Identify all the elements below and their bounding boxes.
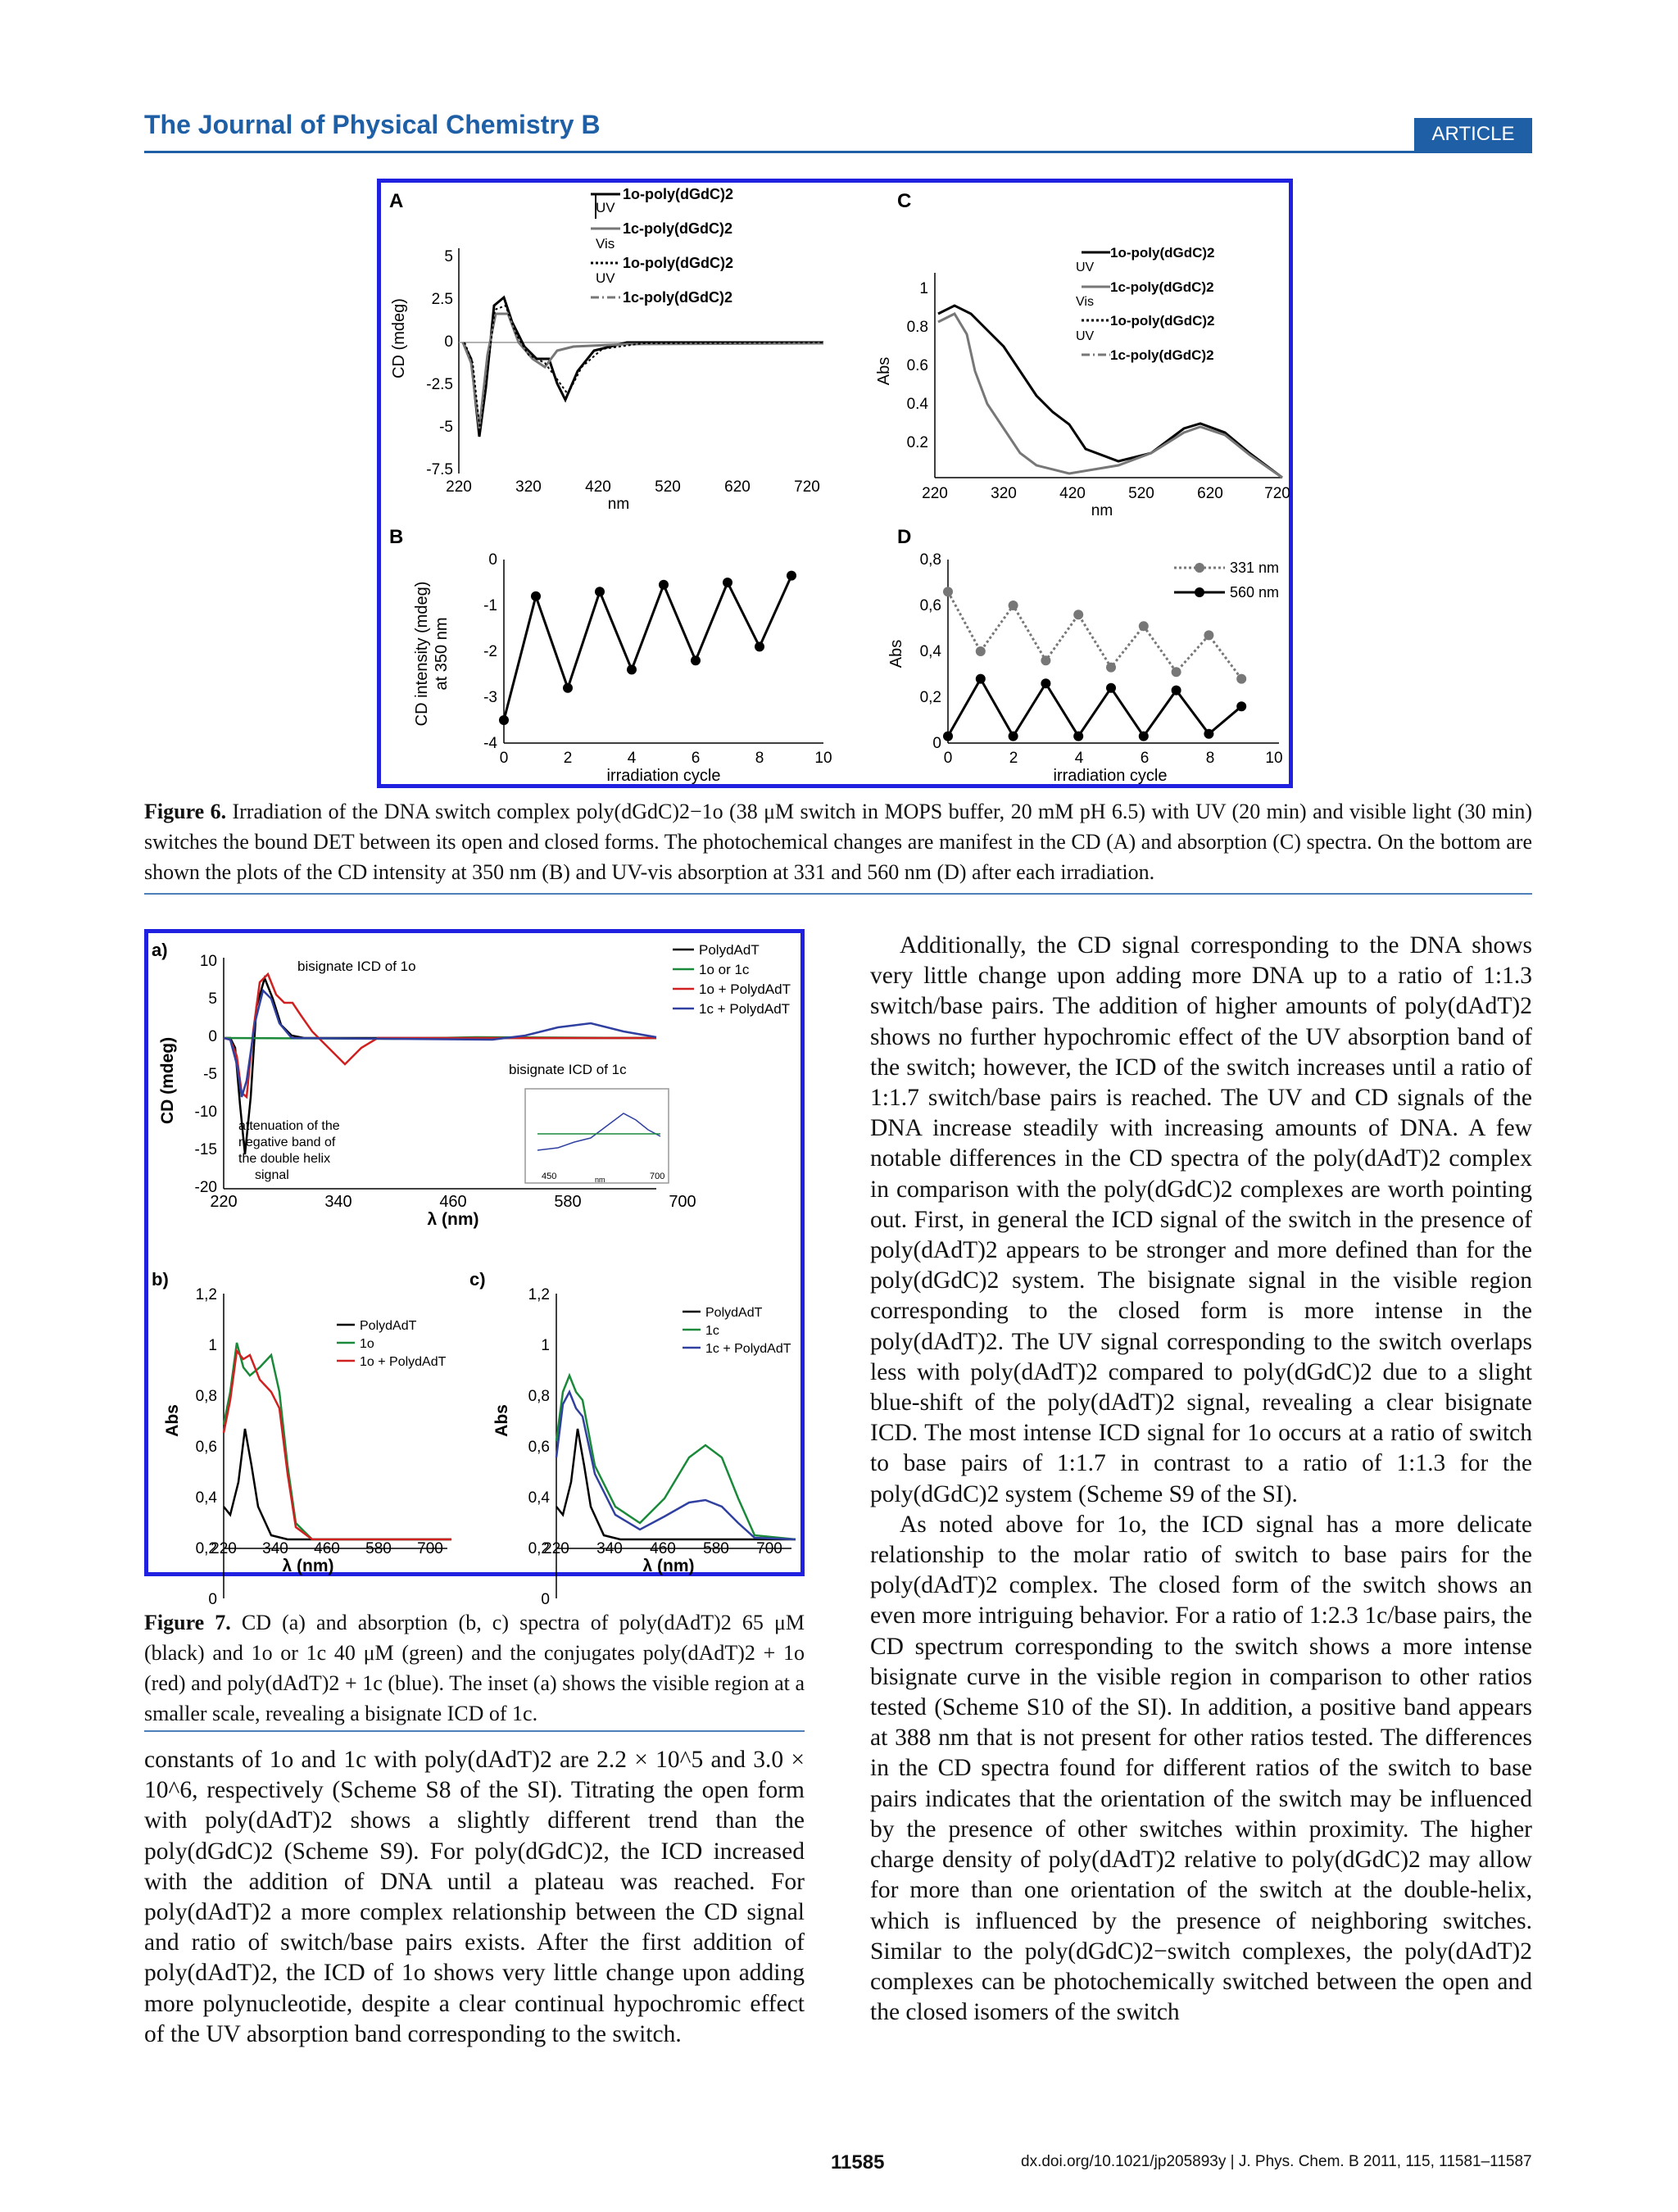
tick: 0,4 (919, 643, 941, 660)
annot-line: attenuation of the (238, 1119, 340, 1133)
legend-item: 1c-poly(dGdC)2 (1110, 347, 1214, 363)
tick: 2.5 (431, 291, 453, 308)
tick: -20 (194, 1179, 217, 1196)
legend-arrow: UV (1076, 261, 1095, 274)
fig6-panel-b-label: B (389, 526, 404, 548)
legend-arrow-uv-2: UV (596, 270, 615, 286)
fig6-c-trace-1c (938, 314, 1282, 478)
tick: -3 (483, 689, 497, 706)
legend-item-331: 331 nm (1230, 560, 1280, 576)
fig7-a-inset-x2: 700 (650, 1172, 665, 1181)
fig7-panel-c-label: c) (469, 1269, 486, 1290)
tick: 580 (554, 1193, 582, 1211)
tick: 340 (324, 1193, 352, 1211)
tick: 520 (655, 478, 681, 496)
fig6-d-yticks (920, 551, 942, 752)
tick: 320 (515, 478, 542, 496)
tick: 0,6 (528, 1439, 550, 1456)
legend-item: 1c (705, 1324, 719, 1338)
fig7-b-xlabel: λ (nm) (282, 1557, 334, 1575)
fig6-c-yticks (907, 280, 929, 451)
legend-item: 1c + PolydAdT (705, 1342, 791, 1356)
tick: -1 (483, 597, 497, 614)
tick: 0 (444, 333, 453, 351)
tick: 8 (1205, 750, 1215, 767)
fig7-c-xlabel: λ (nm) (642, 1557, 695, 1575)
tick: 420 (1059, 485, 1086, 502)
series-line (504, 576, 791, 720)
tick: 700 (756, 1540, 782, 1557)
tick: 0 (943, 750, 953, 767)
fig7-a-xlabel: λ (nm) (427, 1210, 479, 1229)
fig7-a-inset-x1: 450 (542, 1172, 557, 1181)
fig7-a-yticks (195, 953, 217, 1196)
tick: 700 (669, 1193, 696, 1211)
tick: 6 (1140, 750, 1150, 767)
tick: 6 (691, 750, 701, 767)
fig6-legend (591, 186, 733, 306)
legend-item: 1o-poly(dGdC)2 (1110, 313, 1215, 329)
body-left-column (144, 1745, 805, 2050)
tick: 8 (755, 750, 764, 767)
fig6-d-xlabel: irradiation cycle (1053, 767, 1168, 785)
tick: 0,2 (195, 1540, 217, 1557)
data-point (787, 571, 796, 581)
journal-title: The Journal of Physical Chemistry B (144, 110, 601, 139)
data-point (976, 646, 986, 656)
tick: 10 (199, 953, 217, 970)
tick: 4 (1074, 750, 1084, 767)
fig7-a-annot-icd-1c: bisignate ICD of 1c (509, 1062, 627, 1077)
tick: 460 (650, 1540, 676, 1557)
legend-item: 1o (360, 1337, 374, 1351)
tick: 0.6 (906, 357, 928, 374)
data-point (755, 641, 764, 651)
tick: 0 (488, 551, 497, 569)
fig7-panel-b-label: b) (152, 1269, 169, 1290)
legend-item: 1c-poly(dGdC)2 (1110, 279, 1214, 295)
data-point (1172, 686, 1181, 696)
fig6-panel-a-label: A (389, 190, 404, 212)
tick: -5 (203, 1066, 217, 1083)
data-point (1106, 683, 1116, 693)
figure-6 (377, 179, 1293, 788)
fig7-c-legend (683, 1306, 791, 1356)
paragraph: Additionally, the CD signal corresponding to the DNA shows very little change upon adding more DNA up to a ratio of 1:1.3 switch/base pairs. The addition of higher amounts of poly(dAdT)2 shows no further hypochromic effect of the UV absorption band of the switch; however, the ICD of the switch increases until a ratio of 1:1.7 switch/base pairs is reached. The UV and CD signals of the DNA increase steadily with increasing amounts of DNA. A few notable differences in the CD spectra of the poly(dAdT)2 complex in comparison with the poly(dGdC)2 complexes are worth pointing out. First, in general the ICD signal of the switch in the presence of poly(dAdT)2 appears to be stronger and more defined than for the poly(dGdC)2 system. The bisignate signal in the visible region corresponding to the closed form is more intense in the poly(dAdT)2. The UV signal corresponding to the switch overlaps less with poly(dAdT)2 compared to poly(dGdC)2 due to a slight blue-shift of the poly(dAdT)2 signal, revealing a clear bisignate ICD. The most intense ICD signal for 1o occurs at a ratio of switch to base pairs of 1:1.7 in contrast to a ratio of 1:1.3 for the poly(dGdC)2 system (Scheme S9 of the SI). (870, 932, 1532, 1507)
data-point (723, 578, 732, 587)
data-point (1139, 732, 1149, 741)
fig7-panel-a-label: a) (152, 940, 168, 960)
figure-7-bottom-labels (144, 1540, 805, 1576)
tick: 2 (1009, 750, 1018, 767)
article-badge: ARTICLE (1414, 118, 1532, 151)
figure-7-bottom-ticks (144, 1540, 805, 1576)
fig7-a-legend (673, 942, 791, 1017)
tick: 5 (444, 248, 453, 265)
header-rule (144, 151, 1532, 153)
series-line (948, 679, 1241, 737)
fig7-a-annot-icd-1o: bisignate ICD of 1o (297, 959, 416, 974)
fig7-a-inset (525, 1089, 669, 1183)
data-point (1009, 732, 1018, 741)
fig6-b-yticks (483, 551, 497, 752)
legend-arrow-vis: Vis (596, 236, 615, 252)
fig6-b-ylabel-2: at 350 nm (433, 617, 451, 691)
tick: 460 (439, 1193, 467, 1211)
data-point (1172, 667, 1181, 677)
legend-item: 1o-poly(dGdC)2 (1110, 245, 1215, 261)
tick: 0,8 (195, 1388, 217, 1405)
fig6-a-xlabel: nm (607, 496, 630, 513)
tick: 1 (208, 1337, 217, 1354)
data-point (1236, 674, 1246, 684)
legend-item: 1c + PolydAdT (699, 1001, 791, 1017)
tick: 220 (446, 478, 472, 496)
tick: -2.5 (426, 376, 453, 393)
legend-item: 1o + PolydAdT (699, 981, 791, 997)
tick: 580 (703, 1540, 729, 1557)
caption-label: Figure 7. (144, 1611, 231, 1634)
annot-line: signal (255, 1168, 289, 1182)
tick: 0,6 (919, 597, 941, 614)
data-point (595, 587, 605, 596)
annot-line: the double helix (238, 1152, 331, 1166)
fig7-b-legend (337, 1319, 447, 1369)
tick: 220 (211, 1540, 237, 1557)
tick: 520 (1128, 485, 1154, 502)
tick: 1 (541, 1337, 550, 1354)
tick: 720 (794, 478, 820, 496)
tick: 460 (314, 1540, 340, 1557)
fig6-b-plot (499, 571, 796, 725)
legend-item: PolydAdT (699, 942, 760, 958)
fig7-b-ylabel: Abs (163, 1404, 182, 1437)
tick: 0,8 (528, 1388, 550, 1405)
tick: 340 (596, 1540, 623, 1557)
doi-citation: dx.doi.org/10.1021/jp205893y | J. Phys. Chem. B 2011, 115, 11581–11587 (1021, 2153, 1532, 2170)
legend-item: 1c-poly(dGdC)2 (623, 220, 733, 237)
tick: 0 (932, 735, 941, 752)
data-point (1073, 732, 1083, 741)
tick: 10 (814, 750, 832, 767)
caption-text: CD (a) and absorption (b, c) spectra of poly(dAdT)2 65 μM (black) and 1o or 1c 40 μM (green) and the conjugates poly(dAdT)2 + 1o (red) and poly(dAdT)2 + 1c (blue). The inset (a) shows the visible region at a smaller scale, revealing a bisignate ICD of 1c. (144, 1611, 805, 1725)
tick: 0 (541, 1591, 550, 1608)
tick: 0,8 (919, 551, 941, 569)
data-point (1139, 621, 1149, 631)
data-point (563, 683, 573, 693)
tick: -2 (483, 643, 497, 660)
data-point (1009, 601, 1018, 610)
data-point (627, 664, 637, 674)
figure-6-rule (144, 893, 1532, 895)
fig6-c-xticks (922, 485, 1290, 502)
figure-6-plots (381, 183, 1289, 784)
tick: 0 (208, 1591, 217, 1608)
legend-arrow-uv-1: UV (596, 200, 615, 215)
tick: 0 (208, 1028, 217, 1045)
fig6-a-trace-1o-dotted (465, 306, 823, 433)
tick: 1,2 (528, 1286, 550, 1303)
tick: 5 (208, 990, 217, 1008)
fig6-d-legend (1174, 560, 1279, 601)
legend-item: 1o-poly(dGdC)2 (623, 186, 733, 202)
fig6-c-legend (1076, 245, 1215, 363)
tick: 0,2 (919, 689, 941, 706)
fig6-panel-d-label: D (897, 526, 912, 548)
tick: -10 (194, 1104, 217, 1121)
fig6-a-yticks (426, 248, 453, 478)
fig7-a-inset-xlabel: nm (595, 1176, 605, 1184)
data-point (691, 655, 701, 665)
tick: -7.5 (426, 461, 453, 478)
tick: 10 (1265, 750, 1283, 767)
fig7-a-xticks (210, 1193, 696, 1211)
fig6-a-xticks (446, 478, 820, 496)
caption-text: Irradiation of the DNA switch complex poly(dGdC)2−1o (38 μM switch in MOPS buffer, 20 mM pH 6.5) with UV (20 min) and visible light (30 min) switches the bound DET between its open and closed forms. The photochemical changes are manifest in the CD (A) and absorption (C) spectra. On the bottom are shown the plots of the CD intensity at 350 nm (B) and UV-vis absorption at 331 and 560 nm (D) after each irradiation. (144, 800, 1533, 884)
tick: 620 (724, 478, 751, 496)
tick: 0.8 (906, 319, 928, 336)
tick: 220 (210, 1193, 238, 1211)
legend-arrow: UV (1076, 329, 1095, 343)
fig6-b-ylabel-1: CD intensity (mdeg) (413, 581, 431, 727)
legend-item: 1o + PolydAdT (360, 1355, 447, 1369)
data-point (531, 592, 541, 601)
fig7-a-annot-attenuation (238, 1119, 340, 1182)
tick: 4 (627, 750, 637, 767)
tick: -5 (439, 419, 453, 436)
data-point (1106, 663, 1116, 673)
data-point (1236, 701, 1246, 711)
tick: 0.4 (906, 396, 928, 413)
tick: 1,2 (195, 1286, 217, 1303)
fig6-d-plot (943, 587, 1246, 741)
data-point (1204, 729, 1213, 739)
fig6-c-ylabel: Abs (875, 356, 893, 386)
figure-7-caption (144, 1607, 805, 1729)
data-point (1073, 610, 1083, 619)
tick: 0 (499, 750, 509, 767)
body-right-column (870, 931, 1532, 2028)
data-point (1041, 678, 1050, 688)
figure-7-rule (144, 1730, 805, 1732)
tick: 420 (585, 478, 611, 496)
legend-item: 1c-poly(dGdC)2 (623, 289, 733, 306)
tick: 1 (919, 280, 928, 297)
paragraph: constants of 1o and 1c with poly(dAdT)2 are 2.2 × 10^5 and 3.0 × 10^6, respectively (Scheme S8 of the SI). Titrating the open form with poly(dAdT)2 shows a slightly different trend than the poly(dGdC)2 (Scheme S9). For poly(dGdC)2, the ICD increased with the addition of DNA until a plateau was reached. For poly(dAdT)2 a more complex relationship between the CD signal and ratio of switch/base pairs exists. After the first addition of poly(dAdT)2, the ICD of 1o shows very little change upon adding more polynucleotide, despite a clear continual hypochromic effect of the UV absorption band corresponding to the switch. (144, 1747, 805, 2047)
fig6-c-trace-1o (938, 306, 1282, 478)
fig6-c-xlabel: nm (1091, 502, 1113, 519)
tick: 220 (543, 1540, 569, 1557)
caption-label: Figure 6. (144, 800, 227, 823)
tick: 620 (1197, 485, 1223, 502)
tick: -15 (194, 1141, 217, 1158)
tick: 0,4 (528, 1489, 550, 1507)
fig6-b-xlabel: irradiation cycle (606, 767, 721, 785)
paragraph: As noted above for 1o, the ICD signal has a more delicate relationship to the molar ratio of switch to base pairs for the poly(dAdT)2 complex. The closed form of the switch shows an even more intriguing behavior. For a ratio of 1:2.3 1c/base pairs, the CD spectrum corresponding to the switch shows a more intense bisignate curve in the visible region in comparison to other ratios tested (Scheme S10 of the SI). In addition, a positive band appears at 388 nm that is not present for other ratios tested. The differences in the CD spectra found for different ratios of the switch to base pairs indicates that the orientation of the switch may be influenced by the presence of other switches within proximity. The higher charge density of poly(dAdT)2 relative to poly(dGdC)2 may allow for more than one orientation of the switch at the double-helix, which is influenced by the presence of neighboring switches. Similar to the poly(dGdC)2−switch complexes, the poly(dAdT)2 complexes can be photochemically switched between the open and the closed isomers of the switch (870, 1511, 1532, 2026)
data-point (943, 732, 953, 741)
fig6-d-ylabel: Abs (887, 639, 905, 669)
fig6-panel-c-label: C (897, 190, 912, 212)
fig7-a-trace-1c-polydadt (224, 990, 656, 1097)
annot-line: negative band of (238, 1135, 336, 1149)
legend-item: 1o or 1c (699, 962, 750, 977)
tick: 0,2 (528, 1540, 550, 1557)
fig7-c-ylabel: Abs (492, 1404, 511, 1437)
series-line (948, 592, 1241, 678)
page-number: 11585 (831, 2151, 885, 2173)
legend-item: PolydAdT (360, 1319, 417, 1333)
data-point (1041, 655, 1050, 665)
legend-item: PolydAdT (705, 1306, 763, 1320)
tick: 0,6 (195, 1439, 217, 1456)
data-point (499, 715, 509, 725)
tick: 720 (1264, 485, 1290, 502)
fig7-a-ylabel: CD (mdeg) (158, 1036, 177, 1125)
legend-item: 1o-poly(dGdC)2 (623, 255, 733, 271)
tick: 700 (417, 1540, 443, 1557)
tick: 220 (922, 485, 948, 502)
fig6-b-xticks (500, 750, 832, 767)
tick: -4 (483, 735, 497, 752)
tick: 2 (563, 750, 573, 767)
tick: 0,4 (195, 1489, 217, 1507)
fig6-d-xticks (944, 750, 1283, 767)
tick: 0.2 (906, 434, 928, 451)
tick: 320 (991, 485, 1017, 502)
tick: 340 (262, 1540, 288, 1557)
fig6-a-trace-1o (463, 297, 823, 437)
data-point (659, 580, 669, 590)
fig6-a-ylabel: CD (mdeg) (390, 298, 408, 378)
data-point (1204, 630, 1213, 640)
tick: 580 (365, 1540, 392, 1557)
legend-arrow: Vis (1076, 295, 1094, 309)
data-point (976, 674, 986, 684)
legend-item-560: 560 nm (1230, 584, 1280, 601)
figure-6-caption (144, 796, 1532, 887)
data-point (943, 587, 953, 596)
